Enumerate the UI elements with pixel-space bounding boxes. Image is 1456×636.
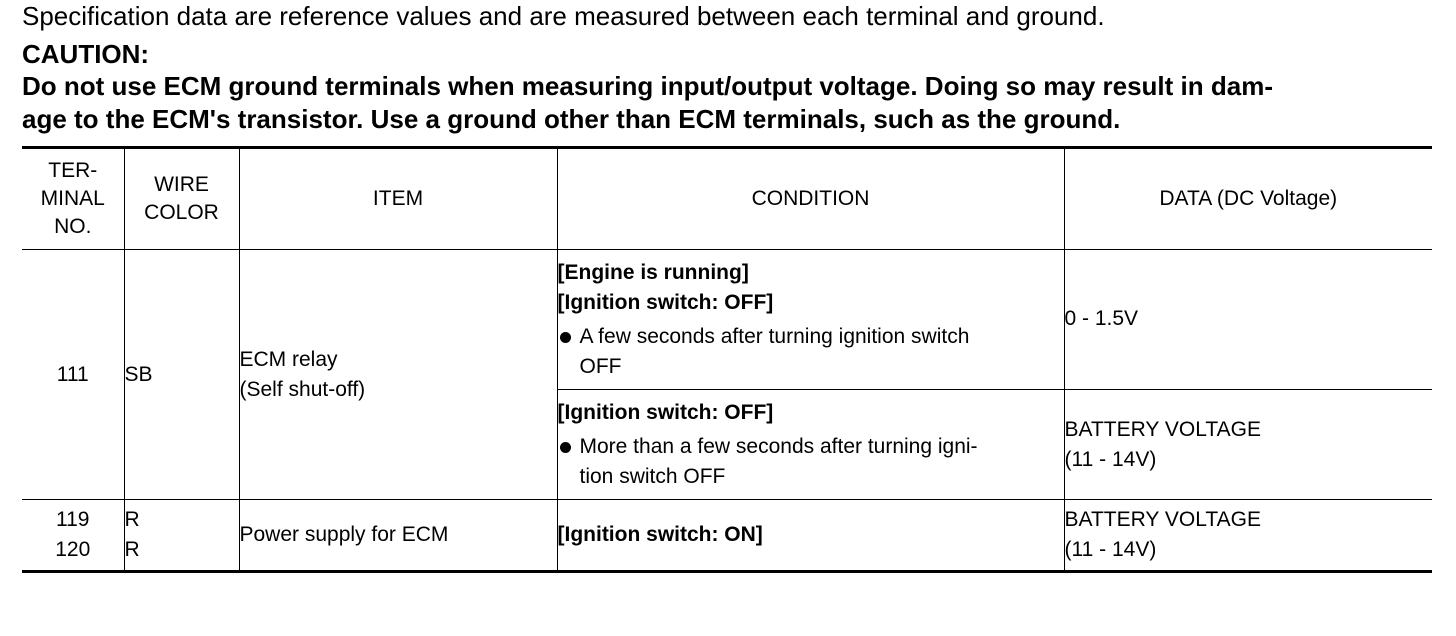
header-condition: CONDITION: [557, 148, 1064, 250]
terminal-number: 119 120: [22, 500, 124, 572]
terminal-spec-table: [22, 146, 1432, 573]
header-item: ITEM: [239, 148, 557, 250]
caution-line-2: age to the ECM's transistor. Use a ground other than ECM terminals, such as the ground.: [22, 104, 1121, 134]
table-row: [22, 250, 1432, 390]
data-value: BATTERY VOLTAGE (11 - 14V): [1064, 500, 1432, 572]
bullet-dot-icon: [560, 332, 571, 343]
condition-bullet: A few seconds after turning ignition switch OFF: [558, 322, 1064, 382]
document-page: [22, 0, 1432, 561]
condition-heading: [Ignition switch: OFF]: [557, 400, 774, 424]
header-data: DATA (DC Voltage): [1064, 148, 1432, 250]
wire-color: SB: [124, 250, 239, 500]
header-wire-color: WIRE COLOR: [124, 148, 239, 250]
condition-heading: [Ignition switch: OFF]: [557, 290, 774, 314]
condition-cell: [557, 390, 1064, 500]
condition-cell: [Ignition switch: ON]: [557, 500, 1064, 572]
wire-color: R R: [124, 500, 239, 572]
item-description: Power supply for ECM: [239, 500, 557, 572]
caution-title: CAUTION:: [22, 39, 150, 69]
table-row: [22, 500, 1432, 572]
condition-cell: [557, 250, 1064, 390]
item-description: ECM relay (Self shut-off): [239, 250, 557, 500]
data-value: 0 - 1.5V: [1064, 250, 1432, 390]
table-header-row: [22, 148, 1432, 250]
intro-text: Specification data are reference values and are measured between each terminal and ground.: [22, 1, 1105, 31]
condition-bullet: More than a few seconds after turning igni- tion switch OFF: [558, 432, 1064, 492]
condition-heading: [Engine is running]: [557, 260, 749, 284]
data-value: BATTERY VOLTAGE (11 - 14V): [1064, 390, 1432, 500]
bullet-dot-icon: [560, 442, 571, 453]
caution-line-1: Do not use ECM ground terminals when measuring input/output voltage. Doing so may result in dam-: [22, 71, 1273, 101]
terminal-number: 111: [22, 250, 124, 500]
header-terminal-no: TER- MINAL NO.: [22, 148, 124, 250]
